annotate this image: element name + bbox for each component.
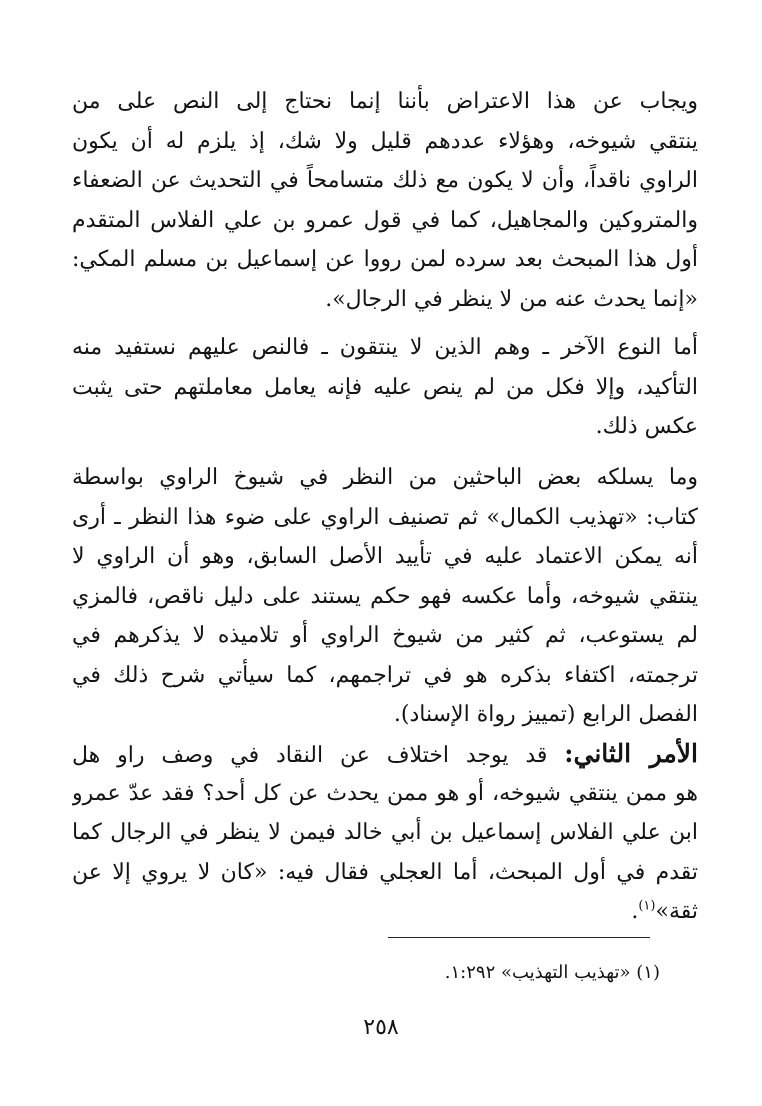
text-line: والمتروكين والمجاهيل، كما في قول عمرو بن علي الفلاس المتقدم — [72, 207, 698, 233]
text-line: لم يستوعب، ثم كثير من شيوخ الراوي أو تلاميذه لا يذكرهم في — [72, 623, 698, 648]
text-line: ينتقي شيوخه، وهؤلاء عددهم قليل ولا شك، إذ يلزم له أن يكون — [72, 128, 698, 154]
text-line: ينتقي شيوخه، وأما عكسه فهو حكم يستند على دليل ناقص، فالمزي — [72, 583, 698, 609]
footnote-divider — [388, 937, 650, 938]
text-line: «إنما يحدث عنه من لا ينظر في الرجال». — [325, 286, 698, 312]
text-line: أنه يمكن الاعتماد عليه في تأييد الأصل السابق، وهو أن الراوي لا — [72, 544, 698, 569]
paragraph-3 — [72, 458, 698, 735]
text-line: الفصل الرابع (تمييز رواة الإسناد). — [393, 702, 698, 727]
text-line-last — [72, 892, 698, 932]
text-line: الراوي ناقداً، وأن لا يكون مع ذلك متسامحاً في التحديث عن الضعفاء — [72, 168, 698, 193]
text-line-with-heading — [72, 734, 698, 774]
text-line: التأكيد، وإلا فكل من لم ينص عليه فإنه يعامل معاملتهم حتى يثبت — [72, 374, 698, 400]
section-heading: الأمر الثاني: — [564, 739, 698, 768]
text-line: أول هذا المبحث بعد سرده لمن رووا عن إسماعيل بن مسلم المكي: — [72, 247, 698, 272]
footnote-text: «تهذيب التهذيب» ١:٢٩٢. — [444, 962, 631, 983]
paragraph-4 — [72, 734, 698, 932]
page-number: ٢٥٨ — [363, 1015, 399, 1040]
text-line: ويجاب عن هذا الاعتراض بأننا إنما نحتاج إلى النص على من — [72, 89, 698, 114]
text-line: هو ممن ينتقي شيوخه، أو هو ممن يحدث عن كل أحد؟ فقد عدّ عمرو — [72, 780, 698, 806]
last-line-text: ثقة» — [655, 899, 698, 924]
heading-line-text: قد يوجد اختلاف عن النقاد في وصف راو هل — [72, 743, 548, 768]
footnote-marker: (١) — [636, 962, 660, 983]
text-line: كتاب: «تهذيب الكمال» ثم تصنيف الراوي على ضوء هذا النظر ـ أرى — [72, 504, 698, 530]
paragraph-2 — [72, 328, 698, 447]
footnote — [200, 958, 660, 988]
text-line: تقدم في أول المبحث، أما العجلي فقال فيه: «كان لا يروي إلا عن — [72, 859, 698, 885]
last-line-period: . — [631, 899, 639, 924]
paragraph-1 — [72, 82, 698, 319]
text-line: عكس ذلك. — [595, 414, 698, 439]
footnote-reference[interactable]: (١) — [638, 898, 656, 914]
text-line: أما النوع الآخر ـ وهم الذين لا ينتقون ـ فالنص عليهم نستفيد منه — [72, 335, 698, 360]
text-line: ابن علي الفلاس إسماعيل بن أبي خالد فيمن لا ينظر في الرجال كما — [72, 820, 698, 845]
text-line: وما يسلكه بعض الباحثين من النظر في شيوخ الراوي بواسطة — [72, 465, 698, 490]
text-line: ترجمته، اكتفاء بذكره هو في تراجمهم، كما سيأتي شرح ذلك في — [72, 662, 698, 688]
